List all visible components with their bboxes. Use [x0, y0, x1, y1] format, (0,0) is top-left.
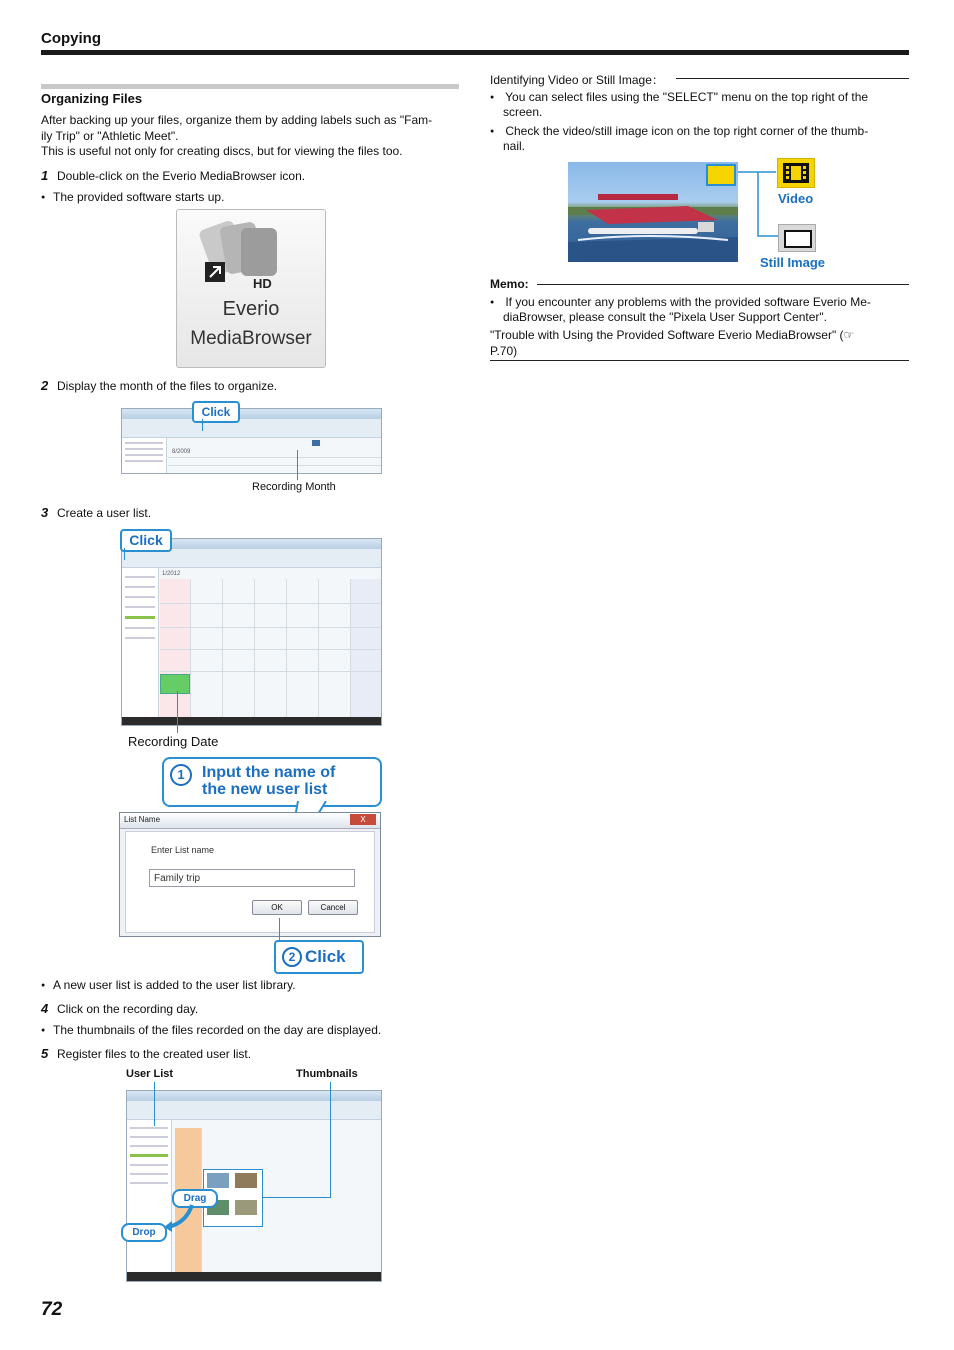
- window-titlebar: [122, 409, 381, 419]
- toolbar: [122, 419, 381, 438]
- step-number: 4: [41, 1001, 49, 1016]
- page-heading: Organizing Files: [41, 91, 143, 106]
- thumbnail[interactable]: [235, 1173, 257, 1188]
- step-3: [41, 505, 151, 520]
- step-circle-1: 1: [170, 764, 192, 786]
- step-text: Register files to the created user list.: [57, 1047, 252, 1061]
- memo-reference-page[interactable]: P.70): [490, 344, 518, 358]
- media-stack-icon: [177, 210, 325, 290]
- connector-lines: [738, 168, 780, 240]
- drag-callout: Drag: [172, 1189, 218, 1208]
- screenshot-calendar-view: [121, 538, 382, 726]
- bottom-bar: [122, 717, 381, 725]
- drop-callout: Drop: [121, 1223, 167, 1242]
- bullet-software: ● The provided software starts up.: [41, 189, 224, 206]
- ok-button[interactable]: OK: [252, 900, 302, 915]
- section-title: Copying: [41, 30, 101, 47]
- identify-rule: [676, 78, 909, 79]
- intro-paragraph: [41, 113, 461, 160]
- video-badge-icon: [706, 164, 736, 186]
- video-label: Video: [778, 191, 814, 206]
- video-film-icon: [777, 158, 815, 188]
- step-5: [41, 1046, 251, 1061]
- callout-click-ok: [274, 940, 364, 974]
- callout-input-name: [162, 757, 382, 807]
- hd-badge: HD: [253, 276, 272, 291]
- month-label: 1/2012: [162, 571, 181, 577]
- step-text: Click on the recording day.: [57, 1002, 199, 1016]
- dialog-prompt: Enter List name: [151, 845, 215, 855]
- sidebar: [127, 1120, 172, 1272]
- heading-bar: [41, 84, 459, 89]
- bottom-bar: [127, 1272, 381, 1281]
- step-number: 3: [41, 505, 49, 520]
- step-text: Display the month of the files to organize.: [57, 379, 278, 393]
- memo-heading: Memo:: [490, 277, 529, 291]
- recording-date-caption: Recording Date: [128, 734, 219, 749]
- identify-heading: Identifying Video or Still Image：: [490, 73, 664, 87]
- page-number: 72: [41, 1299, 63, 1320]
- bullet-check-icon: ● Check the video/still image icon on the top right corner of the thumb-: [490, 123, 921, 140]
- step-number: 2: [41, 378, 49, 393]
- icon-label-mediabrowser: MediaBrowser: [190, 328, 312, 349]
- thumbnails-caption: Thumbnails: [296, 1068, 358, 1080]
- window-titlebar: [127, 1091, 381, 1101]
- memo-bullet: ● If you encounter any problems with the provided software Everio Me-: [490, 294, 921, 311]
- step-4: [41, 1001, 198, 1016]
- thumbnail[interactable]: [235, 1200, 257, 1215]
- callout-line-1: Input the name of: [202, 764, 336, 781]
- bullet-select-menu: ● You can select files using the "SELECT" menu on the top right of the: [490, 89, 921, 106]
- dialog-title: List Name: [124, 815, 161, 824]
- thumbnail[interactable]: [207, 1173, 229, 1188]
- icon-label-everio: Everio: [222, 298, 280, 320]
- list-name-dialog: [119, 812, 381, 937]
- bullet-thumbnails: ● The thumbnails of the files recorded on the day are displayed.: [41, 1022, 381, 1039]
- screenshot-month-view: [121, 408, 382, 474]
- drag-arrow-icon: [160, 1203, 200, 1233]
- step-text: Double-click on the Everio MediaBrowser icon.: [57, 169, 306, 183]
- recording-month-caption: Recording Month: [252, 481, 336, 493]
- bullet-userlist: ● A new user list is added to the user list library.: [41, 977, 296, 994]
- list-name-input[interactable]: Family trip: [149, 869, 355, 887]
- close-button[interactable]: X: [350, 814, 376, 825]
- month-tab-selected[interactable]: [312, 440, 320, 446]
- memo-end-rule: [490, 360, 909, 361]
- memo-reference[interactable]: "Trouble with Using the Provided Software Everio MediaBrowser" (☞: [490, 328, 855, 342]
- day-thumbnail[interactable]: [160, 674, 190, 694]
- intro-line-2: ily Trip" or "Athletic Meet".: [41, 128, 179, 143]
- step-circle-2: 2: [282, 947, 302, 967]
- step-1: [41, 168, 305, 183]
- user-list-caption: User List: [126, 1068, 174, 1080]
- bullet-check-icon-cont: nail.: [503, 139, 526, 153]
- step-number: 5: [41, 1046, 49, 1061]
- sidebar: [122, 568, 159, 718]
- callout-line-2: the new user list: [202, 781, 328, 798]
- screenshot-day-view: [126, 1090, 382, 1282]
- still-image-icon: [778, 224, 816, 252]
- click-callout-month: Click: [192, 401, 240, 423]
- sidebar: [122, 438, 167, 473]
- toolbar: [127, 1101, 381, 1120]
- intro-line-1: After backing up your files, organize them by adding labels such as "Fam-: [41, 113, 433, 127]
- memo-bullet-cont: diaBrowser, please consult the "Pixela User Support Center".: [503, 310, 828, 324]
- cancel-button[interactable]: Cancel: [308, 900, 358, 915]
- memo-rule: [537, 284, 909, 285]
- month-label: 8/2009: [172, 449, 191, 455]
- dialog-body: [125, 831, 375, 933]
- step-2: [41, 378, 277, 393]
- step-text: Create a user list.: [57, 506, 152, 520]
- step-number: 1: [41, 168, 49, 183]
- click-callout-userlist: Click: [120, 529, 172, 552]
- seaplane-photo: [568, 162, 738, 262]
- callout-click-text: Click: [305, 947, 346, 966]
- dialog-titlebar: [120, 813, 380, 829]
- header-rule: [41, 50, 909, 55]
- still-image-label: Still Image: [760, 255, 826, 270]
- everio-mediabrowser-icon: [176, 209, 326, 368]
- intro-line-3: This is useful not only for creating discs, but for viewing the files too.: [41, 144, 403, 158]
- bullet-select-menu-cont: screen.: [503, 105, 543, 119]
